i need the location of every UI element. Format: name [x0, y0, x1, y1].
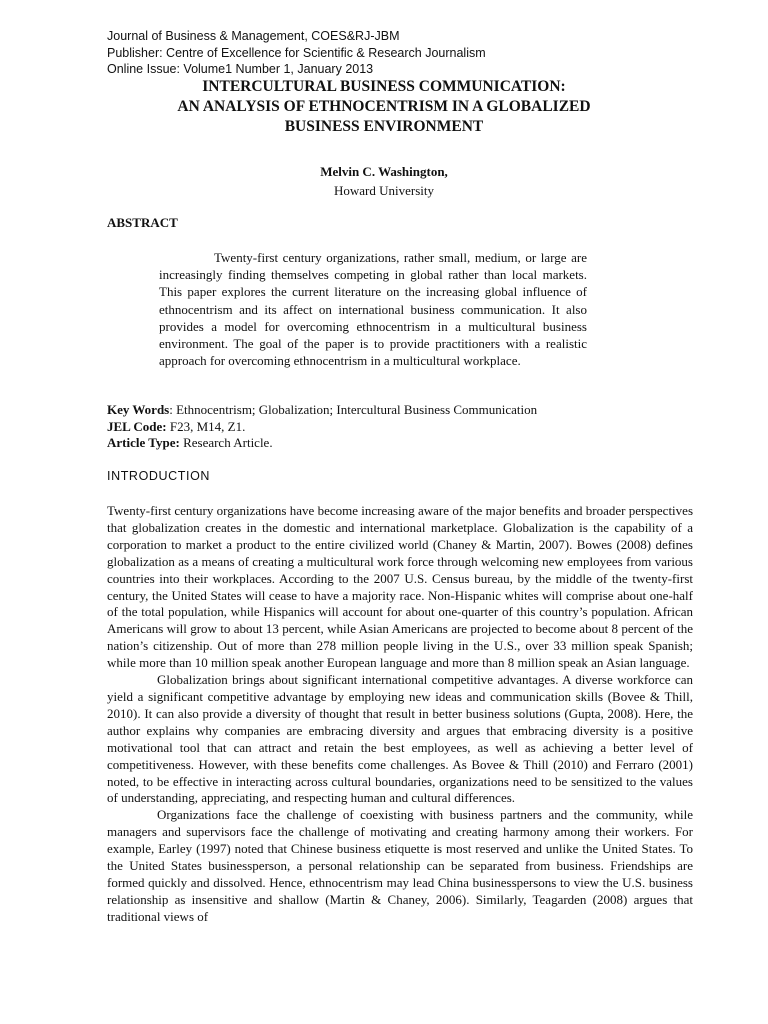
introduction-heading: INTRODUCTION: [107, 469, 211, 483]
title-line-1: INTERCULTURAL BUSINESS COMMUNICATION:: [202, 78, 566, 95]
body-paragraph: Globalization brings about significant international competitive advantages. A diverse workforce can yield a significant competitive advantage by employing new ideas and communication skills (Bovee & Thill, 2010). It can also provide a diversity of thought that result in better business solutions (Gupta, 2008). Here, the author explains why companies are embracing diversity and argues that embracing diversity is a positive motivational tool that can attract and retain the best employees, as well as achieving a better level of competitiveness. However, with these benefits come challenges. As Bovee & Thill (2010) and Ferraro (2001) noted, to be effective in interacting across cultural boundaries, organizations need to be sensitized to the values of understanding, appreciating, and respecting human and cultural differences.: [107, 672, 693, 806]
article-type-label: Article Type:: [107, 435, 180, 450]
journal-header: [107, 28, 486, 78]
article-type-line: [107, 435, 537, 452]
keywords-label: Key Words: [107, 402, 170, 417]
paper-title: [0, 77, 768, 137]
publisher-line: Publisher: Centre of Excellence for Scientific & Research Journalism: [107, 45, 486, 60]
title-line-2: AN ANALYSIS OF ETHNOCENTRISM IN A GLOBALIZED: [177, 98, 591, 115]
keywords-line: [107, 402, 537, 419]
abstract-heading: ABSTRACT: [107, 215, 178, 230]
body-paragraph: Organizations face the challenge of coexisting with business partners and the community, while managers and supervisors face the challenge of motivating and creating harmony among their workers. For example, Earley (1997) noted that Chinese business etiquette is most reserved and unlike the United States. To the United States businessperson, a personal relationship can be separated from business. Friendships are formed quickly and dissolved. Hence, ethnocentrism may lead China businesspersons to view the U.S. business relationship as insensitive and shallow (Martin & Chaney, 2006). Similarly, Teagarden (2008) argues that traditional views of: [107, 807, 693, 924]
introduction-body: [107, 503, 693, 926]
title-line-3: BUSINESS ENVIRONMENT: [284, 118, 484, 135]
author-name: Melvin C. Washington,: [320, 164, 448, 179]
article-meta: [107, 402, 537, 452]
article-type-value: Research Article.: [179, 435, 273, 450]
issue-line: Online Issue: Volume1 Number 1, January 2013: [107, 62, 374, 76]
keywords-value: : Ethnocentrism; Globalization; Intercultural Business Communication: [169, 402, 538, 417]
author-block: [0, 162, 768, 200]
abstract-text: Twenty-first century organizations, rather small, medium, or large are increasingly finding themselves competing in global rather than local markets. This paper explores the current literature on the increasing global influence of ethnocentrism and its affect on international business communication. It also provides a model for overcoming ethnocentrism in a multicultural business environment. The goal of the paper is to provide practitioners with a realistic approach for overcoming ethnocentrism in a multicultural workplace.: [159, 250, 587, 369]
jel-line: [107, 419, 537, 436]
author-affiliation: Howard University: [333, 183, 434, 198]
journal-name: Journal of Business & Management, COES&RJ-JBM: [107, 29, 400, 43]
jel-label: JEL Code:: [107, 418, 167, 434]
jel-value: F23, M14, Z1.: [166, 418, 246, 434]
body-paragraph: Twenty-first century organizations have become increasing aware of the major benefits and broader perspectives that globalization creates in the domestic and international marketplace. Globalization is the capability of a corporation to market a product to the entire civilized world (Chaney & Martin, 2007). Bowes (2008) defines globalization as a means of creating a multicultural work force through welcoming new employees from various countries into their workplaces. According to the 2007 U.S. Census bureau, by the middle of the twenty-first century, the United States will cease to have a majority race. Non-Hispanic whites will comprise about one-half of the total population, while Hispanics will account for about one-quarter of this country’s population. African Americans will grow to about 13 percent, while Asian Americans are projected to become about 8 percent of the nation’s citizenship. Out of more than 278 million people living in the U.S., over 33 million speak Spanish; while more than 10 million speak another European language and more than 8 million speak an Asian language.: [107, 503, 693, 671]
